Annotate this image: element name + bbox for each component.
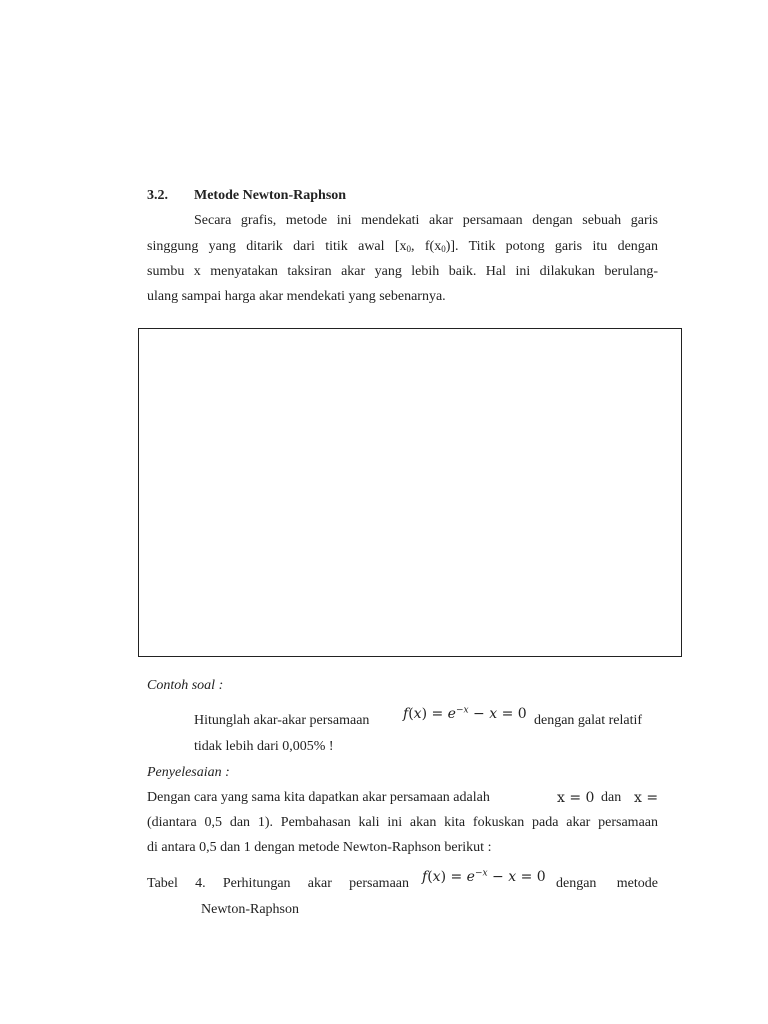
- paragraph-line-4: ulang sampai harga akar mendekati yang sebenarnya.: [147, 289, 446, 304]
- section-title: Metode Newton-Raphson: [194, 188, 347, 203]
- solution-line1-mid: dan: [601, 790, 622, 805]
- section-number: 3.2.: [147, 188, 168, 203]
- example-line1-before: Hitunglah akar-akar persamaan: [194, 713, 370, 728]
- example-line2: tidak lebih dari 0,005% !: [194, 739, 334, 754]
- figure-frame: [138, 328, 682, 657]
- table-caption-equation: $f(x) = e^{-x} - x = 0$: [422, 868, 546, 885]
- paragraph-line-2: singgung yang ditarik dari titik awal [$x_0$, $f(x_0)$]. Titik potong garis itu dengan: [147, 239, 658, 254]
- table-caption-line2: Newton-Raphson: [201, 902, 299, 917]
- paragraph-line-1: Secara grafis, metode ini mendekati akar persamaan dengan sebuah garis: [194, 213, 658, 228]
- solution-line2: (diantara 0,5 dan 1). Pembahasan kali ini akan kita fokuskan pada akar persamaan: [147, 815, 658, 830]
- solution-heading: Penyelesaian :: [147, 765, 230, 780]
- solution-line1-text: Dengan cara yang sama kita dapatkan akar persamaan adalah: [147, 790, 490, 805]
- solution-line1-eq2: x =: [634, 790, 659, 806]
- table-caption-prefix: Tabel 4. Perhitungan akar persamaan: [147, 876, 409, 891]
- example-heading: Contoh soal :: [147, 678, 224, 693]
- table-caption-suffix: dengan metode: [556, 876, 658, 891]
- solution-line3: di antara 0,5 dan 1 dengan metode Newton-Raphson berikut :: [147, 840, 492, 855]
- solution-line1-eq1: x = 0: [557, 790, 595, 806]
- paragraph-line-3: sumbu x menyatakan taksiran akar yang lebih baik. Hal ini dilakukan berulang-: [147, 264, 658, 279]
- example-line1-after: dengan galat relatif: [534, 713, 643, 728]
- example-equation: $f(x) = e^{-x} - x = 0$: [403, 705, 527, 722]
